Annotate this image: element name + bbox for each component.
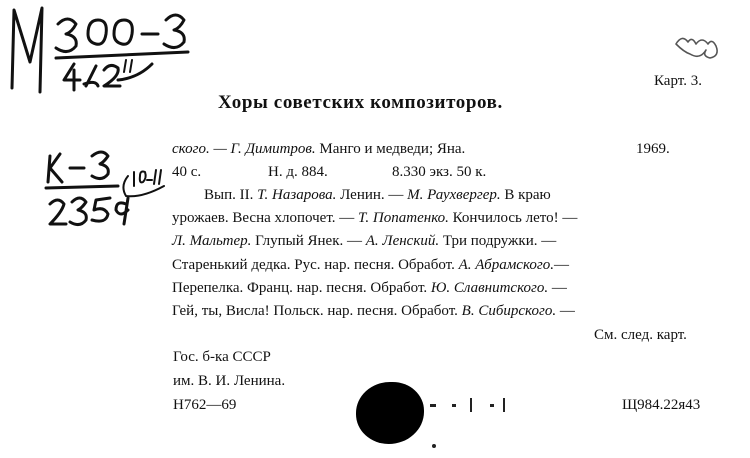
- corner-mark-scribble: [676, 38, 717, 58]
- text-segment: Старенький дедка. Рус. нар. песня. Обработ.: [172, 257, 459, 273]
- text-segment: 40 с.: [172, 164, 202, 180]
- text-segment: Перепелка. Франц. нар. песня. Обработ.: [172, 280, 431, 296]
- body-line-2-copies: 8.330 экз. 50 к.: [392, 164, 487, 180]
- text-segment: Вып. II.: [204, 187, 258, 203]
- text-segment: Т. Назарова.: [257, 187, 337, 203]
- text-segment: Ю. Славнитского.: [430, 280, 549, 296]
- text-segment: Г. Димитров.: [230, 141, 316, 157]
- body-line-2-number: Н. д. 884.: [268, 164, 328, 180]
- text-segment: Кончилось лето! —: [448, 210, 578, 226]
- text-segment: М. Раухвергер.: [407, 187, 501, 203]
- library-line-2: им. В. И. Ленина.: [173, 373, 286, 389]
- catalog-code: Щ984.22я43: [622, 397, 701, 413]
- text-segment: Т. Попатенко.: [358, 210, 449, 226]
- body-line-5: [172, 232, 556, 250]
- card-title: Хоры советских композиторов.: [218, 92, 503, 113]
- body-line-8: [172, 302, 575, 320]
- text-segment: Три подружки. —: [439, 233, 557, 249]
- ink-speck: [470, 398, 472, 412]
- text-segment: ского. —: [172, 141, 231, 157]
- ink-speck: [432, 444, 436, 448]
- text-segment: А. Абрамского.: [458, 257, 554, 273]
- see-next-card: См. след. карт.: [594, 327, 687, 343]
- ink-speck: [452, 404, 456, 407]
- body-line-7: [172, 279, 567, 297]
- text-segment: —: [548, 280, 567, 296]
- body-line-4: [172, 209, 577, 227]
- card-number: Карт. 3.: [654, 73, 702, 89]
- text-segment: урожаев. Весна хлопочет. —: [172, 210, 359, 226]
- text-segment: Манго и медведи; Яна.: [315, 141, 466, 157]
- body-line-3: [204, 186, 551, 204]
- handwritten-m-letter: [12, 8, 42, 92]
- library-line-1: Гос. б-ка СССР: [173, 349, 271, 365]
- body-line-1-year: 1969.: [636, 141, 670, 157]
- text-segment: Глупый Янек. —: [251, 233, 366, 249]
- body-line-2: [172, 163, 201, 181]
- text-segment: А. Ленский.: [365, 233, 440, 249]
- body-line-1: [172, 140, 465, 158]
- ink-speck: [503, 398, 505, 412]
- ink-speck: [490, 404, 494, 407]
- text-segment: В краю: [500, 187, 551, 203]
- text-segment: —: [554, 257, 569, 273]
- text-segment: —: [556, 303, 575, 319]
- body-line-6: [172, 256, 569, 274]
- ink-speck: [430, 404, 436, 407]
- text-segment: В. Сибирского.: [461, 303, 557, 319]
- text-segment: Ленин. —: [336, 187, 408, 203]
- order-code: Н762—69: [173, 397, 237, 413]
- text-segment: Л. Мальтер.: [172, 233, 252, 249]
- text-segment: Гей, ты, Висла! Польск. нар. песня. Обработ.: [172, 303, 462, 319]
